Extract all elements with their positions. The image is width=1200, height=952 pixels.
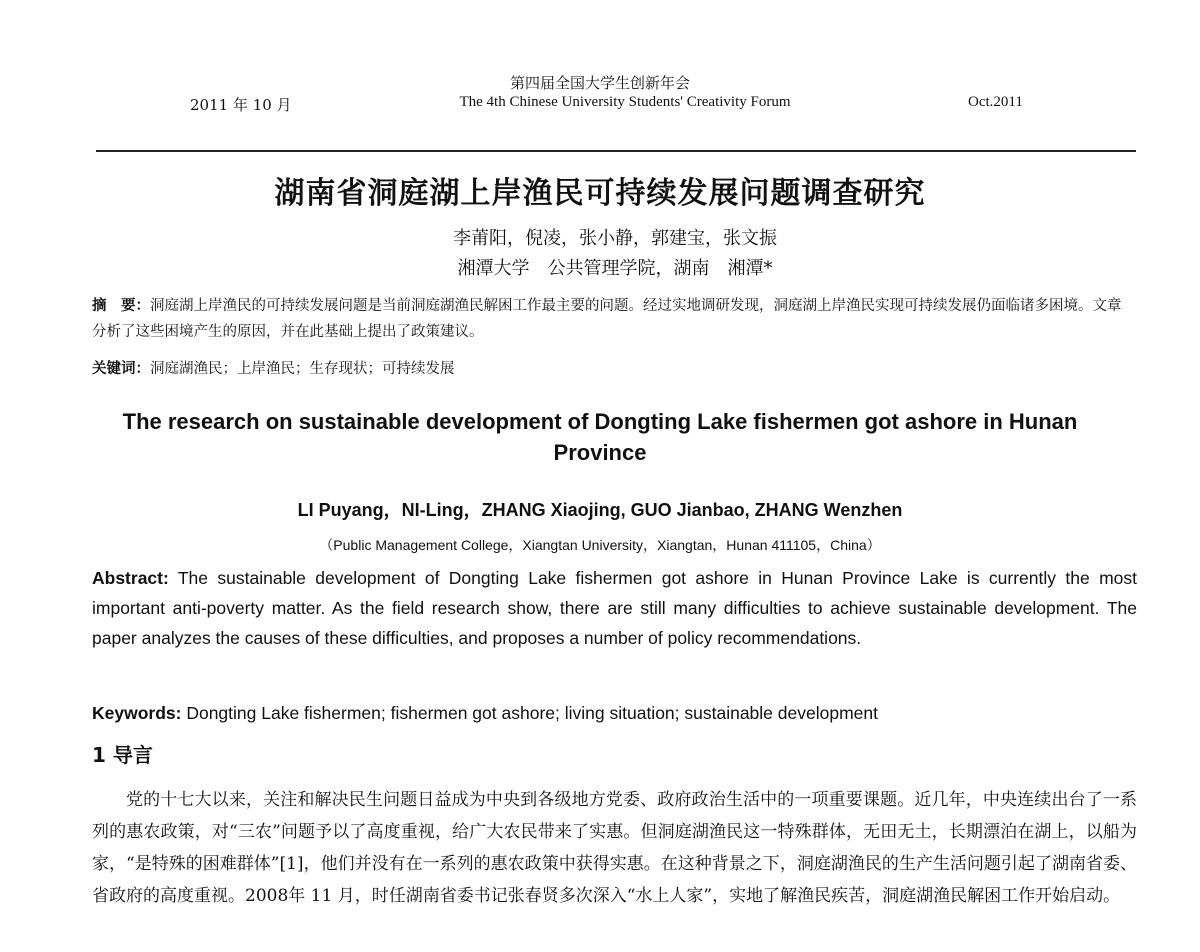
keywords-cn-label: 关键词： <box>92 360 150 377</box>
abstract-en-text: The sustainable development of Dongting Lake fishermen got ashore in Hunan Province Lake is currently the most important anti-poverty matter. As the field research show, there are still many difficulties to achieve sustainable development. The paper analyzes the causes of these difficulties, and proposes a number of policy recommendations. <box>92 568 1137 648</box>
affiliation-cn: 湘潭大学 公共管理学院，湖南 湘潭* <box>457 258 773 279</box>
date-en: Oct.2011 <box>968 94 1023 110</box>
section-heading-introduction: 1 导言 <box>92 743 153 767</box>
date-cn: 2011 年 10 月 <box>190 96 292 114</box>
abstract-en <box>92 563 1137 653</box>
keywords-cn <box>92 357 1132 378</box>
conference-name-en: The 4th Chinese University Students' Creativity Forum <box>459 94 791 110</box>
header-rule <box>96 150 1136 152</box>
authors-en: LI Puyang，NI-Ling，ZHANG Xiaojing, GUO Jianbao, ZHANG Wenzhen <box>297 500 903 520</box>
paper-title-cn: 湖南省洞庭湖上岸渔民可持续发展问题调查研究 <box>274 176 926 211</box>
conference-name-cn: 第四届全国大学生创新年会 <box>509 74 690 92</box>
paper-title-en: The research on sustainable development of Dongting Lake fishermen got ashore in Hunan Province <box>122 409 1078 465</box>
authors-cn: 李莆阳，倪凌，张小静，郭建宝，张文振 <box>453 228 777 249</box>
keywords-en-text: Dongting Lake fishermen; fishermen got ashore; living situation; sustainable development <box>181 703 878 723</box>
running-header <box>0 70 1200 130</box>
introduction-paragraph: 党的十七大以来，关注和解决民生问题日益成为中央到各级地方党委、政府政治生活中的一项重要课题。近几年，中央连续出台了一系列的惠农政策，对“三农”问题予以了高度重视，给广大农民带来了实惠。但洞庭湖渔民这一特殊群体，无田无土，长期漂泊在湖上，以船为家，“是特殊的困难群体”[1]，他们并没有在一系列的惠农政策中获得实惠。在这种背景之下，洞庭湖渔民的生产生活问题引起了湖南省委、省政府的高度重视。2008年 11 月，时任湖南省委书记张春贤多次深入“水上人家”，实地了解渔民疾苦，洞庭湖渔民解困工作开始启动。 <box>92 790 1137 906</box>
keywords-en-label: Keywords: <box>92 703 182 723</box>
keywords-en <box>92 703 1137 724</box>
abstract-cn <box>92 293 1132 345</box>
keywords-cn-text: 洞庭湖渔民；上岸渔民；生存现状；可持续发展 <box>150 361 455 377</box>
abstract-cn-label: 摘 要： <box>92 297 150 314</box>
abstract-en-label: Abstract: <box>92 568 169 588</box>
abstract-cn-text: 洞庭湖上岸渔民的可持续发展问题是当前洞庭湖渔民解困工作最主要的问题。经过实地调研发现，洞庭湖上岸渔民实现可持续发展仍面临诸多困境。文章分析了这些困境产生的原因，并在此基础上提出了政策建议。 <box>92 298 1122 340</box>
affiliation-en: （Public Management College，Xiangtan University，Xiangtan，Hunan 411105，China） <box>319 537 881 553</box>
